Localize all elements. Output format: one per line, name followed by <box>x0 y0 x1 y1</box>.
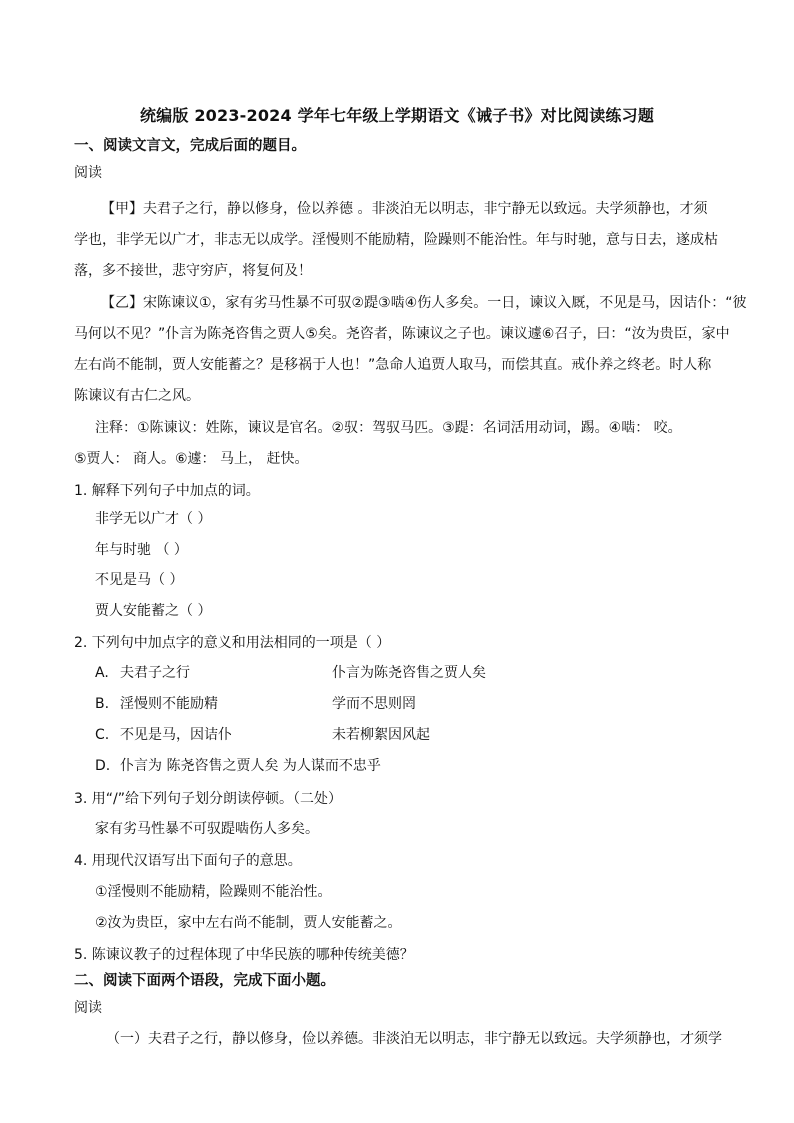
option-c-right: 未若柳絮因风起 <box>332 727 430 743</box>
question-1-item: 不见是马（ ） <box>95 572 184 588</box>
option-a-left: 夫君子之行 <box>120 665 190 681</box>
question-3-sentence: 家有劣马性暴不可驭踶啮伤人多矣。 <box>95 821 319 837</box>
section1-read-label: 阅读 <box>74 165 102 181</box>
option-c-left: 不见是马，因诘仆 <box>120 727 232 743</box>
yi-line-2: 马何以不见？”仆言为陈尧咨售之贾人⑤矣。尧咨者，陈谏议之子也。谏议遽⑥召子，曰：“汝为贵臣，家中 <box>74 326 730 342</box>
option-b-left: 淫慢则不能励精 <box>120 696 218 712</box>
question-4-item: ①淫慢则不能励精，险躁则不能治性。 <box>95 884 332 900</box>
yi-line-4: 陈谏议有古仁之风。 <box>74 388 200 404</box>
jia-line-3: 落，多不接世，悲守穷庐，将复何及！ <box>74 263 312 279</box>
question-5-stem: 5. 陈谏议教子的过程体现了中华民族的哪种传统美德？ <box>74 947 414 963</box>
option-d-letter: D. <box>95 758 111 774</box>
section1-heading: 一、阅读文言文，完成后面的题目。 <box>74 138 306 154</box>
question-1-item: 非学无以广才（ ） <box>95 511 212 527</box>
option-c-letter: C. <box>95 727 110 743</box>
option-b-letter: B. <box>95 696 110 712</box>
question-1-item: 贾人安能蓄之（ ） <box>95 603 212 619</box>
section2-first-line: （一）夫君子之行，静以修身，俭以养德。非淡泊无以明志，非宁静无以致远。夫学须静也，才须学 <box>106 1031 722 1047</box>
question-2-stem: 2. 下列句中加点字的意义和用法相同的一项是（ ） <box>74 635 391 651</box>
option-b-right: 学而不思则罔 <box>332 696 416 712</box>
notes-line-2: ⑤贾人： 商人。⑥遽： 马上， 赶快。 <box>74 451 309 467</box>
question-1-item: 年与时驰 （ ） <box>95 542 188 558</box>
option-a-letter: A. <box>95 665 109 681</box>
yi-line-1: 【乙】宋陈谏议①，家有劣马性暴不可驭②踶③啮④伤人多矣。一日，谏议入厩，不见是马，因诘仆：“彼 <box>101 295 747 311</box>
notes-line-1: 注释：①陈谏议：姓陈，谏议是官名。②驭：驾驭马匹。③踶：名词活用动词，踢。④啮： 咬。 <box>95 420 682 436</box>
section2-heading: 二、阅读下面两个语段，完成下面小题。 <box>74 973 335 989</box>
question-3-stem: 3. 用“/”给下列句子划分朗读停顿。（二处） <box>74 791 343 807</box>
option-a-right: 仆言为陈尧咨售之贾人矣 <box>332 665 486 681</box>
question-4-stem: 4. 用现代汉语写出下面句子的意思。 <box>74 853 302 869</box>
section2-read-label: 阅读 <box>74 1000 102 1016</box>
question-1-stem: 1. 解释下列句子中加点的词。 <box>74 483 260 499</box>
page-title: 统编版 2023-2024 学年七年级上学期语文《诫子书》对比阅读练习题 <box>139 106 655 125</box>
question-4-item: ②汝为贵臣，家中左右尚不能制，贾人安能蓄之。 <box>95 915 402 931</box>
yi-line-3: 左右尚不能制，贾人安能蓄之？是移祸于人也！”急命人追贾人取马，而偿其直。戒仆养之终老。时人称 <box>74 357 712 373</box>
jia-line-1: 【甲】夫君子之行，静以修身，俭以养德 。非淡泊无以明志，非宁静无以致远。夫学须静也，才须 <box>101 201 708 217</box>
option-d-left: 仆言为 陈尧咨售之贾人矣 为人谋而不忠乎 <box>120 758 381 774</box>
jia-line-2: 学也，非学无以广才，非志无以成学。淫慢则不能励精，险躁则不能治性。年与时驰，意与日去，遂成枯 <box>74 232 718 248</box>
